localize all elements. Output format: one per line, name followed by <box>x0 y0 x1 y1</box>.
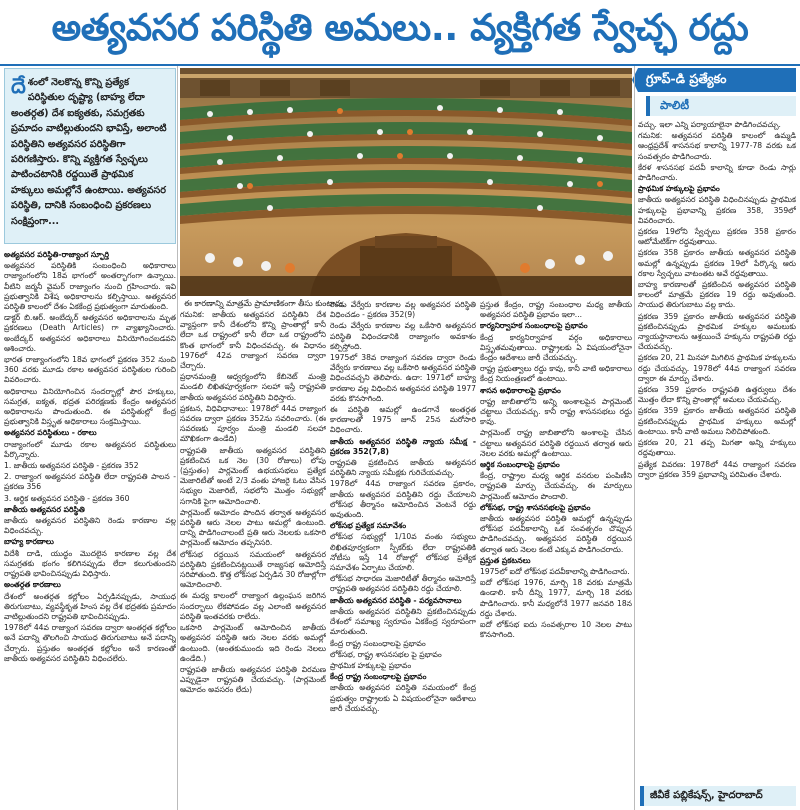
paragraph: ప్రకరణ 358 ప్రకారం జాతీయ అత్యవసర పరిస్థితి అమల్లో ఉన్నప్పుడు ప్రకరణ 19లో పేర్కొన్న ఆరు రకాల స్వేచ్ఛలు వాటంతట అవే రద్దవుతాయి. <box>638 248 796 278</box>
paragraph: అధికారాలు వినియోగించిన సందర్భాల్లో పౌర హక్కులు, సమగ్రత, ఐక్యత, భద్రత పరిరక్షణకు కేంద్రం అత్యవసర అధికారాలను పొందుతుంది. ఈ పరిస్థితుల్లో కేంద్ర ప్రభుత్వానికి విస్తృత అధికారాలు సంక్రమిస్తాయి. <box>4 386 176 427</box>
paragraph: ప్రకరణ 19లోని స్వేచ్ఛలు ప్రకరణ 358 ప్రకారం ఆటోమేటిక్‌గా రద్దవుతాయి. <box>638 227 796 247</box>
photo-caption: ఈ కారణాన్ని మాత్రమే ప్రామాణికంగా తీసు కుంటారు. <box>184 299 346 308</box>
paragraph: కేంద్ర రాష్ట్ర సంబంధాలపై ప్రభావం <box>330 638 426 648</box>
byline: జీవీకే పబ్లికేషన్స్, హైదరాబాద్ <box>640 786 796 806</box>
paragraph: విదేశీ దాడి, యుద్ధం మొదలైన కారణాల వల్ల దేశ సమగ్రతకు భంగం కలిగినప్పుడు లేదా కలుగుతుందని రాష్ట్రపతి భావించినప్పుడు విధిస్తారు. <box>4 548 176 579</box>
paragraph: ఐదో లోక్‌సభ ఐదు సంవత్సరాల 10 నెలల పాటు కొనసాగింది. <box>480 620 632 640</box>
paragraph: జాతీయ అత్యవసర పరిస్థితి సమయంలో కేంద్ర ప్రభుత్వం రాష్ట్రాలకు ఏ విషయంలోనైనా ఆదేశాలు జారీ చేయవచ్చు. <box>330 683 476 713</box>
paragraph: జాతీయ అత్యవసర పరిస్థితిని ప్రకటించినప్పుడు దేశంలో సమాఖ్య స్వరూపం ఏకకేంద్ర స్వరూపంగా మారుతుంది. <box>330 606 476 637</box>
column-2 <box>180 310 326 806</box>
section-heading: కేంద్ర రాష్ట్ర సంబంధాలపై ప్రభావం <box>330 672 427 682</box>
intro-box <box>4 68 176 244</box>
paragraph: 1. జాతీయ అత్యవసర పరిస్థితి - ప్రకరణ 352 <box>4 461 139 471</box>
paragraph: పార్లమెంట్ రాష్ట్ర జాబితాలోని అంశాలపై చేసిన చట్టాలు అత్యవసర పరిస్థితి రద్దయిన తర్వాత ఆరు నెలల వరకు అమల్లో ఉంటాయి. <box>480 428 632 458</box>
paragraph: అత్యవసర పరిస్థితికి సంబంధించి అధికారాలు రాజ్యాంగంలోని 18వ భాగంలో అంతర్భాగంగా ఉన్నాయి. వీటిని జర్మనీ వైమర్ రాజ్యాంగం నుంచి గ్రహించారు. ఇవి ప్రభుత్వానికి విశేష అధికారాలను కల్పిస్తాయి. అత్యవసర పరిస్థితి కాలంలో దేశం ఏకకేంద్ర ప్రభుత్వంగా మారుతుంది. <box>4 261 176 312</box>
paragraph: రాష్ట్ర ప్రభుత్వాలు రద్దు కావు, కానీ వాటి అధికారాలు కేంద్ర నియంత్రణలో ఉంటాయి. <box>480 364 632 384</box>
paragraph: ప్రకరణ 20, 21 తప్ప మిగతా అన్ని హక్కులు రద్దవుతాయి. <box>638 438 796 458</box>
section-heading: శాసన అధికారాలపై ప్రభావం <box>480 385 561 395</box>
paragraph: వచ్చు. ఇలా ఎన్ని పర్యాయాలైనా పొడిగించవచ్చు. <box>638 120 781 129</box>
paragraph: రాష్ట్ర జాబితాలోని అన్ని అంశాలపైన పార్లమెంట్ చట్టాలు చేయవచ్చు. కానీ రాష్ట్ర శాసనసభలు రద్దు కావు. <box>480 396 632 427</box>
paragraph: ప్రత్యేక వివరణ: 1978లో 44వ రాజ్యాంగ సవరణ ద్వారా ప్రకరణ 359 ప్రభావాన్ని పరిమితం చేశారు. <box>638 459 796 479</box>
section-tag-secondary: పాలిటీ <box>646 96 796 116</box>
paragraph: ప్రకరణ 359 ప్రకారం జాతీయ అత్యవసర పరిస్థితి ప్రకటించినప్పుడు ప్రాథమిక హక్కులు అమల్లో ఉంటాయి. కానీ వాటి అమలు నిలిచిపోతుంది. <box>638 406 796 436</box>
headline-rule <box>0 64 800 66</box>
section-heading: ప్రస్తుత ప్రకటనలు <box>480 555 531 565</box>
paragraph: లోక్‌సభ, రాష్ట్ర శాసనసభల పై ప్రభావం <box>330 649 442 659</box>
column-4 <box>480 300 632 806</box>
section-heading: కార్యనిర్వాహక సంబంధాలపై ప్రభావం <box>480 321 588 331</box>
column-3 <box>330 300 476 806</box>
paragraph: లోక్‌సభ సభ్యుల్లో 1/10వ వంతు సభ్యులు లిఖితపూర్వకంగా స్పీకర్‌కు లేదా రాష్ట్రపతికి నోటీసు ఇస్తే 14 రోజుల్లో లోక్‌సభ ప్రత్యేక సమావేశం ఏర్పాటు చేయాలి. <box>330 532 476 573</box>
paragraph: ప్రధానమంత్రి ఆధ్వర్యంలోని కేబినెట్ మంత్రి మండలి లిఖితపూర్వకంగా సలహా ఇస్తే రాష్ట్రపతి జాతీయ అత్యవసర పరిస్థితిని విధిస్తారు. <box>180 372 326 402</box>
column-divider <box>634 66 635 810</box>
paragraph: 1975లో 38వ రాజ్యాంగ సవరణ ద్వారా రెండు వేర్వేరు కారణాలు వల్ల ఒకేసారి అత్యవసర పరిస్థితి విధించవచ్చని తెలిపారు. ఉదా: 1971లో బాహ్య కారణాల వల్ల విధించిన అత్యవసర పరిస్థితి 1977 వరకు కొనసాగింది. <box>330 353 476 403</box>
paragraph: రెండు వేర్వేరు కారణాల వల్ల అత్యవసర పరిస్థితి విధించడం - ప్రకరణ 352(9) <box>330 300 476 320</box>
column-divider <box>177 66 178 810</box>
paragraph: గమనిక: అత్యవసర పరిస్థితి కాలంలో ఉమ్మడి ఆంధ్రప్రదేశ్ శాసనసభ కాలాన్ని 1977-78 వరకు ఒక సంవత్సరం పొడిగించారు. <box>638 131 796 161</box>
paragraph: కేంద్ర కార్యనిర్వాహక వర్గం అధికారాలు విస్తృతమవుతాయి. రాష్ట్రాలకు ఏ విషయంలోనైనా కేంద్రం ఆదేశాలు జారీ చేయవచ్చు. <box>480 332 632 363</box>
paragraph: 1975లో ఐదో లోక్‌సభ పదవీకాలాన్ని పొడిగించారు. <box>480 567 630 577</box>
section-tag-primary: గ్రూప్-డి ప్రత్యేకం <box>638 68 796 92</box>
paragraph: ప్రకటన, విధివిధానాలు: 1978లో 44వ రాజ్యాంగ సవరణ ద్వారా ప్రకరణ 352ను సవరించారు. (ఈ సవరణకు పూర్వం మంత్రి మండలి సలహా మౌఖికంగా ఉండేది) <box>180 403 326 444</box>
paragraph: పార్లమెంట్ ఆమోదం పొందిన తర్వాత అత్యవసర పరిస్థితి ఆరు నెలల పాటు అమల్లో ఉంటుంది. దాన్ని పొడిగించాలంటే ప్రతి ఆరు నెలలకు ఒకసారి పార్లమెంట్ ఆమోదం తప్పనిసరి. <box>180 507 326 548</box>
paragraph: రాష్ట్రపతి ప్రకటించిన జాతీయ అత్యవసర పరిస్థితిని న్యాయ సమీక్షకు గురిచేయవచ్చు. <box>330 458 476 478</box>
section-heading: లోక్‌సభ, రాష్ట్ర శాసనసభలపై ప్రభావం <box>480 502 591 512</box>
paragraph: లోక్‌సభ సాధారణ మెజారిటీతో తీర్మానం ఆమోదిస్తే రాష్ట్రపతి అత్యవసర పరిస్థితిని రద్దు చేయాలి. <box>330 574 476 594</box>
paragraph: ప్రకరణ 359 ప్రకారం రాష్ట్రపతి ఉత్తర్వులు దేశం మొత్తం లేదా కొన్ని ప్రాంతాల్లో అమలు చేయవచ్చు. <box>638 385 796 405</box>
paragraph: కేరళ శాసనసభ పదవీ కాలాన్ని కూడా రెండు సార్లు పొడిగించారు. <box>638 162 796 183</box>
paragraph: రాష్ట్రపతి జాతీయ అత్యవసర పరిస్థితి విరమణ ఎప్పుడైనా రాష్ట్రపతి చేయవచ్చు. (పార్లమెంట్ ఆమోదం అవసరం లేదు) <box>180 664 326 695</box>
section-heading: ఆర్థిక సంబంధాలపై ప్రభావం <box>480 460 560 470</box>
section-heading: జాతీయ అత్యవసర పరిస్థితి <box>4 504 85 514</box>
section-heading: అత్యవసర పరిస్థితి-రాజ్యాంగ స్ఫూర్తి <box>4 250 110 259</box>
column-1 <box>4 250 176 806</box>
section-heading: బాహ్య కారణాలు <box>4 537 54 547</box>
section-heading: జాతీయ అత్యవసర పరిస్థితి - పర్యవసానాలు <box>330 595 462 605</box>
section-heading: లోక్‌సభ ప్రత్యేక సమావేశం <box>330 521 407 531</box>
headline: అత్యవసర పరిస్థితి అమలు.. వ్యక్తిగత స్వేచ్ఛ రద్దు <box>51 6 749 49</box>
paragraph: 2. రాజ్యాంగ అత్యవసర పరిస్థితి లేదా రాష్ట్రపతి పాలన - ప్రకరణ 356 <box>4 472 176 492</box>
section-heading: జాతీయ అత్యవసర పరిస్థితి న్యాయ సమీక్ష - ప్రకరణ 352(7,8) <box>330 436 476 456</box>
paragraph: రాష్ట్రపతి జాతీయ అత్యవసర పరిస్థితిని ప్రకటించిన ఒక నెల (30 రోజులు) లోపు (ప్రస్తుతం) పార్లమెంట్ ఉభయసభలు ప్రత్యేక మెజారిటీతో అంటే 2/3 వంతు హాజరై ఓటు వేసిన సభ్యుల మెజారిటీ, సభలోని మొత్తం సభ్యుల్లో సగానికి పైగా ఆమోదించాలి. <box>180 445 326 506</box>
intro-text: శంలో నెలకొన్న కొన్ని ప్రత్యేక పరిస్థితుల దృష్ట్యా (బాహ్య లేదా అంతర్గత) దేశ ఐక్యతకు, సమగ్రతకు ప్రమాదం వాటిల్లుతుందని భావిస్తే, అలాంటి పరిస్థితిని అత్యవసర పరిస్థితిగా పరిగణిస్తారు. కొన్ని వ్యక్తిగత స్వేచ్ఛలు పాటించటానికి రద్దయితే ప్రాథమిక హక్కులు అమల్లోనే ఉంటాయి. అత్యవసర పరిస్థితి, దానికి సంబంధించి ప్రకరణలు సంక్షిప్తంగా... <box>11 77 167 227</box>
parliament-photo <box>180 68 632 296</box>
paragraph: జాతీయ అత్యవసర పరిస్థితిని రెండు కారణాల వల్ల విధించవచ్చు. <box>4 516 176 536</box>
paragraph: కేంద్ర, రాష్ట్రాల మధ్య ఆర్థిక వనరుల పంపిణీని రాష్ట్రపతి మార్పు చేయవచ్చు. ఈ మార్పులు పార్లమెంట్ ఆమోదం పొందాలి. <box>480 471 632 501</box>
paragraph: ప్రస్తుత కేంద్రం, రాష్ట్ర సంబంధాల మధ్య జాతీయ అత్యవసర పరిస్థితి ప్రభావం ఇలా... <box>480 300 632 320</box>
paragraph: 1978లో 44వ రాజ్యాంగ సవరణ ప్రకారం, జాతీయ అత్యవసర పరిస్థితిని రద్దు చేయాలని లోక్‌సభ తీర్మానం ఆమోదించిన వెంటనే రద్దు అవుతుంది. <box>330 479 476 520</box>
paragraph: ప్రాథమిక హక్కులపై ప్రభావం <box>330 660 412 670</box>
paragraph: జాతీయ అత్యవసర పరిస్థితి అమల్లో ఉన్నప్పుడు లోక్‌సభ పదవీకాలాన్ని ఒక సంవత్సరం చొప్పున పొడిగించవచ్చు. అత్యవసర పరిస్థితి రద్దయిన తర్వాత ఆరు నెలల కంటే ఎక్కువ పొడిగించరాదు. <box>480 514 632 554</box>
paragraph: రెండు వేర్వేరు కారణాల వల్ల ఒకేసారి అత్యవసర పరిస్థితి విధించడానికి రాజ్యాంగం అవకాశం కల్పిస్తోంది. <box>330 321 476 351</box>
drop-cap: దే <box>11 74 26 98</box>
paragraph: గమనిక: జాతీయ అత్యవసర పరిస్థితిని దేశ వ్యాప్తంగా కానీ దేశంలోని కొన్ని ప్రాంతాల్లో కానీ లేదా ఒక రాష్ట్రంలో కానీ లేదా ఒక రాష్ట్రంలోని కొంత భాగంలో కానీ విధించవచ్చు. ఈ విధానం 1976లో 42వ రాజ్యాంగ సవరణ ద్వారా చేర్చారు. <box>180 310 326 371</box>
column-5 <box>638 120 796 782</box>
paragraph: 3. ఆర్థిక అత్యవసర పరిస్థితి - ప్రకరణ 360 <box>4 493 130 503</box>
paragraph: ఈ పరిస్థితి అమల్లో ఉండగానే అంతర్గత కారణాలతో 1975 జూన్ 25న మరోసారి విధించారు. <box>330 405 476 435</box>
paragraph: భారత రాజ్యాంగంలోని 18వ భాగంలో ప్రకరణ 352 నుంచి 360 వరకు మూడు రకాల అత్యవసర పరిస్థితుల గురించి వివరించారు. <box>4 355 176 385</box>
paragraph: రాజ్యాంగంలో మూడు రకాల అత్యవసర పరిస్థితులు పేర్కొన్నారు. <box>4 439 176 459</box>
paragraph: లోక్‌సభ రద్దయిన సమయంలో అత్యవసర పరిస్థితిని ప్రకటించినట్లయితే రాజ్యసభ ఆమోదిస్తే సరిపోతుంది. కొత్త లోక్‌సభ ఏర్పడిన 30 రోజుల్లోగా ఆమోదించాలి. <box>180 549 326 590</box>
paragraph: బాహ్య కారణాలతో ప్రకటించిన అత్యవసర పరిస్థితి కాలంలో మాత్రమే ప్రకరణ 19 రద్దు అవుతుంది. సాయుధ తిరుగుబాటు వల్ల కాదు. <box>638 280 796 310</box>
paragraph: డాక్టర్ బి.ఆర్. అంబేద్కర్ అత్యవసర అధికారాలను మృత ప్రకరణలు (Death Articles) గా వ్యాఖ్యానించారు. అంబేద్కర్ అత్యవసర అధికారాలు వినియోగించబడవని ఆశించారు. <box>4 313 176 353</box>
paragraph: 1978లో 44వ రాజ్యాంగ సవరణ ద్వారా అంతర్గత కల్లోలం అనే పదాన్ని తొలగించి సాయుధ తిరుగుబాటు అనే పదాన్ని చేర్చారు. ప్రస్తుతం అంతర్గత కల్లోలం అనే కారణంతో జాతీయ అత్యవసర పరిస్థితిని విధించలేరు. <box>4 623 176 663</box>
paragraph: ఐదో లోక్‌సభ 1976, మార్చి 18 వరకు మాత్రమే ఉండాలి. కానీ దీన్ని 1977, మార్చి 18 వరకు పొడిగించారు. కానీ మధ్యలోనే 1977 జనవరి 18న రద్దు చేశారు. <box>480 578 632 618</box>
paragraph: దేశంలో అంతర్గత కల్లోలం ఏర్పడినప్పుడు, సాయుధ తిరుగుబాటు, వ్యవస్థీకృత హింస వల్ల దేశ భద్రతకు ప్రమాదం వాటిల్లుతుందని రాష్ట్రపతి భావించినప్పుడు. <box>4 591 176 621</box>
paragraph: ఈ మధ్య కాలంలో రాజ్యాంగ ఉల్లంఘన జరిగిన సందర్భాలు లేకపోవడం వల్ల ఎలాంటి అత్యవసర పరిస్థితి ఇంతవరకు రాలేదు. <box>180 591 326 621</box>
paragraph: ప్రకరణ 20, 21 మినహా మిగిలిన ప్రాథమిక హక్కులను రద్దు చేయవచ్చు. 1978లో 44వ రాజ్యాంగ సవరణ ద్వారా ఈ మార్పు చేశారు. <box>638 353 796 383</box>
paragraph: జాతీయ అత్యవసర పరిస్థితి విధించినప్పుడు ప్రాథమిక హక్కులపై ప్రభావాన్ని ప్రకరణ 358, 359లో వివరించారు. <box>638 195 796 225</box>
section-heading: ప్రాథమిక హక్కులపై ప్రభావం <box>638 184 720 194</box>
paragraph: ఒకసారి పార్లమెంట్ ఆమోదించిన జాతీయ అత్యవసర పరిస్థితి ఆరు నెలల వరకు అమల్లో ఉంటుంది. (అంతకుముందు ఇది రెండు నెలలు ఉండేది.) <box>180 623 326 663</box>
section-heading: అత్యవసర పరిస్థితులు - రకాలు <box>4 428 97 438</box>
paragraph: ప్రకరణ 359 ప్రకారం జాతీయ అత్యవసర పరిస్థితి ప్రకటించినప్పుడు ప్రాథమిక హక్కుల అమలుకు న్యాయస్థానాలను ఆశ్రయించే హక్కును రాష్ట్రపతి రద్దు చేయవచ్చు. <box>638 311 796 352</box>
section-heading: అంతర్గత కారణాలు <box>4 580 61 590</box>
